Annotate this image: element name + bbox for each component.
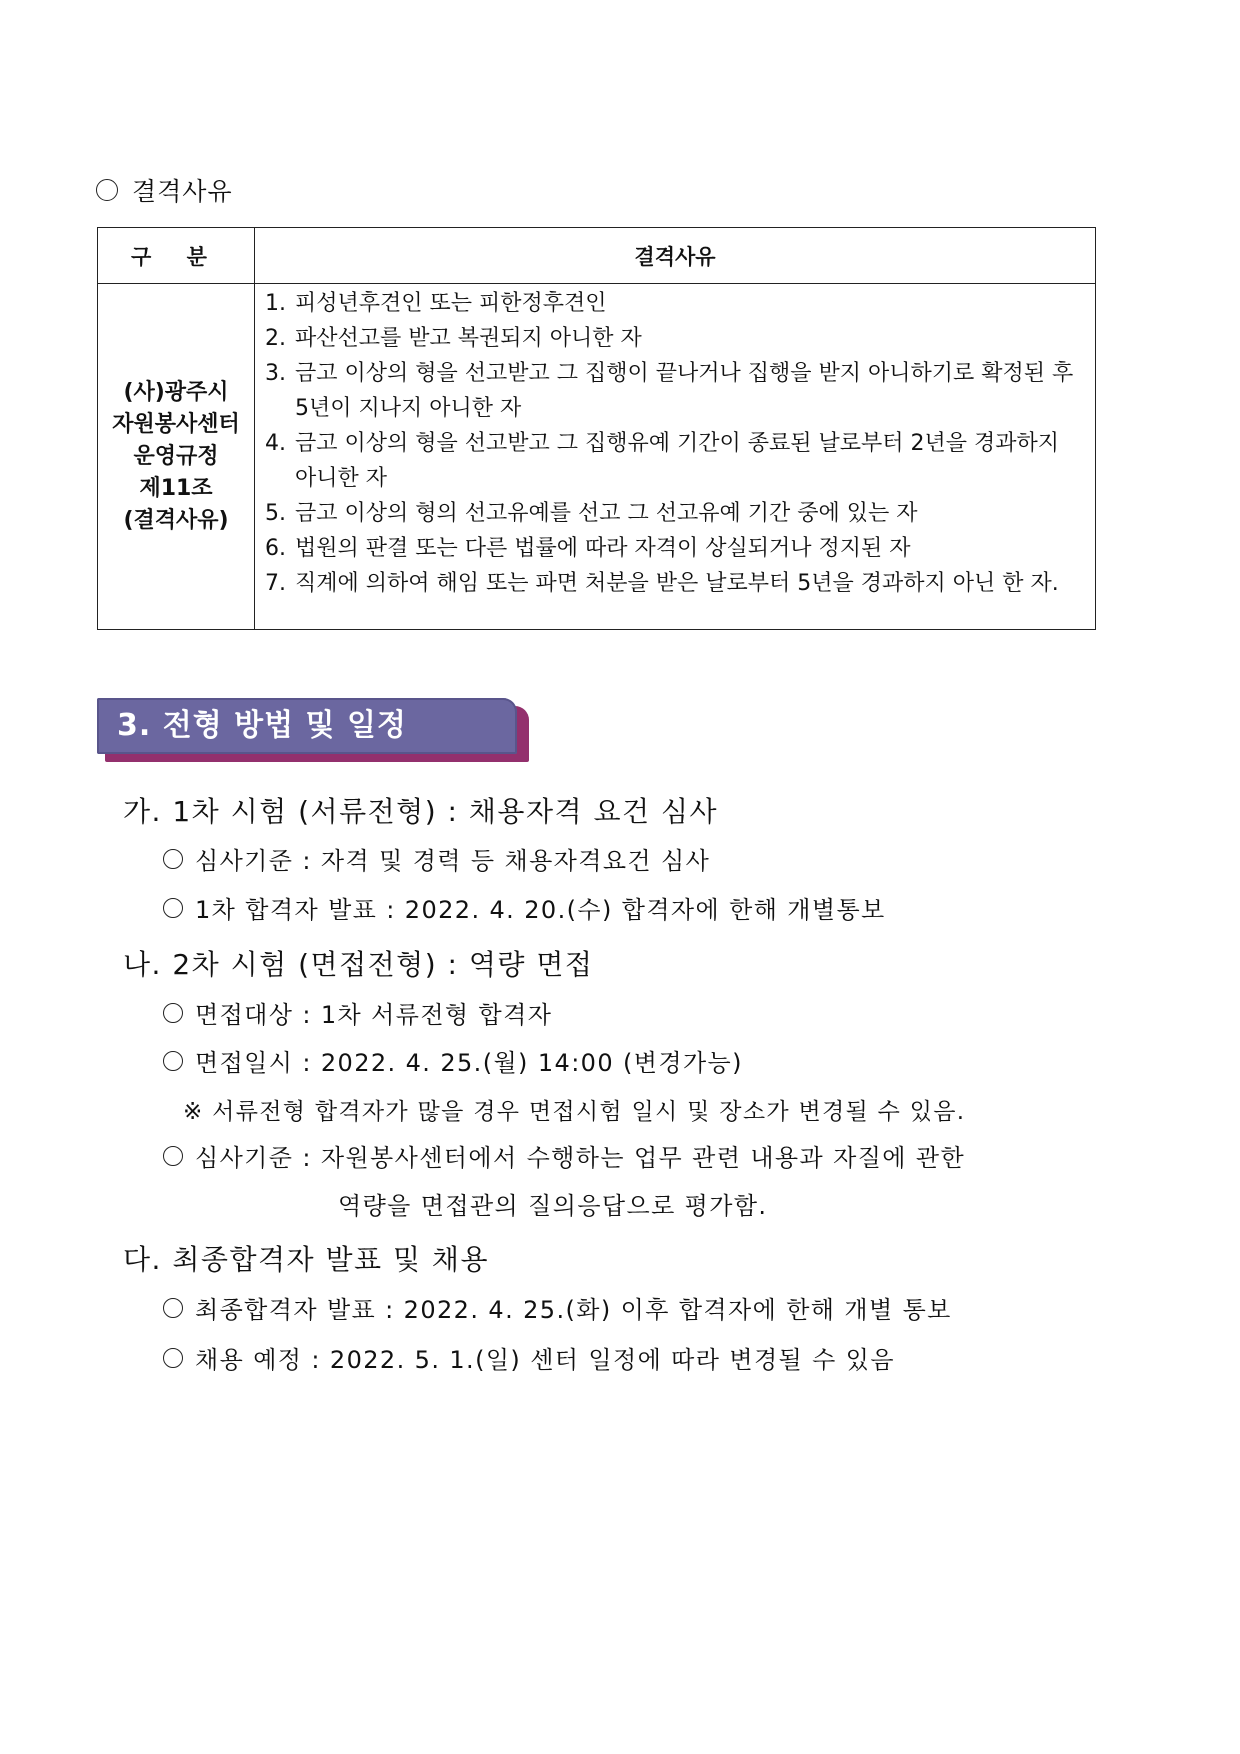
subsection-heading-b: 나. 2차 시험 (면접전형) : 역량 면접 xyxy=(123,948,594,981)
disqualification-title xyxy=(96,172,233,208)
banner-face xyxy=(97,698,517,754)
list-item xyxy=(163,1138,965,1173)
circle-bullet-icon xyxy=(163,1298,183,1318)
item-text: 심사기준 : 자원봉사센터에서 수행하는 업무 관련 내용과 자질에 관한 xyxy=(195,1144,966,1172)
rule-line: 제11조 xyxy=(139,475,213,501)
item-text: 1차 합격자 발표 : 2022. 4. 20.(수) 합격자에 한해 개별통보 xyxy=(195,896,886,924)
circle-bullet-icon xyxy=(163,898,183,918)
disqualification-table xyxy=(97,227,1096,630)
circle-bullet-icon xyxy=(163,1051,183,1071)
item-text: 금고 이상의 형의 선고유예를 선고 그 선고유예 기간 중에 있는 자 xyxy=(295,501,918,526)
list-item xyxy=(265,356,1087,426)
reasons-list xyxy=(265,286,1087,601)
item-text: 파산선고를 받고 복권되지 아니한 자 xyxy=(295,326,642,351)
item-text: 피성년후견인 또는 피한정후견인 xyxy=(295,291,607,316)
item-text: 심사기준 : 자격 및 경력 등 채용자격요건 심사 xyxy=(195,847,711,875)
item-text: 면접대상 : 1차 서류전형 합격자 xyxy=(195,1001,553,1029)
item-text: 금고 이상의 형을 선고받고 그 집행이 끝나거나 집행을 받지 아니하기로 확정된 후 5년이 지나지 아니한 자 xyxy=(295,361,1074,421)
list-item xyxy=(163,1290,952,1325)
list-item xyxy=(265,286,1087,321)
item-number: 3. xyxy=(265,361,286,386)
item-number: 6. xyxy=(265,536,286,561)
note-text: ※ 서류전형 합격자가 많을 경우 면접시험 일시 및 장소가 변경될 수 있음. xyxy=(183,1099,966,1125)
item-text: 최종합격자 발표 : 2022. 4. 25.(화) 이후 합격자에 한해 개별 통보 xyxy=(195,1296,952,1324)
circle-bullet-icon xyxy=(96,179,118,201)
item-continuation: 역량을 면접관의 질의응답으로 평가함. xyxy=(338,1192,768,1220)
table-header-row xyxy=(98,228,1096,284)
circle-bullet-icon xyxy=(163,1146,183,1166)
section-title: 3. 전형 방법 및 일정 xyxy=(117,708,407,743)
list-item xyxy=(265,321,1087,356)
list-item xyxy=(163,995,552,1030)
item-text: 직계에 의하여 해임 또는 파면 처분을 받은 날로부터 5년을 경과하지 아닌 한 자. xyxy=(295,571,1059,596)
table-row xyxy=(98,284,1096,630)
header-reasons: 결격사유 xyxy=(255,228,1096,284)
reasons-cell xyxy=(255,284,1096,630)
list-item xyxy=(265,566,1087,601)
item-text: 면접일시 : 2022. 4. 25.(월) 14:00 (변경가능) xyxy=(195,1049,743,1077)
rule-line: (결격사유) xyxy=(123,507,229,533)
circle-bullet-icon xyxy=(163,1348,183,1368)
item-number: 5. xyxy=(265,501,286,526)
list-item xyxy=(265,496,1087,531)
subsection-heading-c: 다. 최종합격자 발표 및 채용 xyxy=(123,1243,490,1276)
rule-line: 운영규정 xyxy=(133,443,219,469)
subsection-heading-a: 가. 1차 시험 (서류전형) : 채용자격 요건 심사 xyxy=(123,795,719,828)
list-item xyxy=(265,426,1087,496)
item-text: 금고 이상의 형을 선고받고 그 집행유예 기간이 종료된 날로부터 2년을 경과하지 아니한 자 xyxy=(295,431,1059,491)
item-number: 2. xyxy=(265,326,286,351)
item-number: 4. xyxy=(265,431,286,456)
rule-line: 자원봉사센터 xyxy=(112,411,240,437)
list-item xyxy=(163,890,886,925)
list-item xyxy=(163,841,710,876)
item-text: 채용 예정 : 2022. 5. 1.(일) 센터 일정에 따라 변경될 수 있음 xyxy=(195,1346,895,1374)
item-number: 7. xyxy=(265,571,286,596)
header-category: 구 분 xyxy=(98,228,255,284)
item-text: 법원의 판결 또는 다른 법률에 따라 자격이 상실되거나 정지된 자 xyxy=(295,536,911,561)
list-item xyxy=(265,531,1087,566)
rule-line: (사)광주시 xyxy=(123,379,229,405)
section-banner xyxy=(97,698,523,756)
list-item xyxy=(163,1043,743,1078)
circle-bullet-icon xyxy=(163,849,183,869)
list-item xyxy=(163,1340,895,1375)
rule-reference-cell xyxy=(98,284,255,630)
circle-bullet-icon xyxy=(163,1003,183,1023)
item-number: 1. xyxy=(265,291,286,316)
disqualification-title-text: 결격사유 xyxy=(132,177,233,206)
